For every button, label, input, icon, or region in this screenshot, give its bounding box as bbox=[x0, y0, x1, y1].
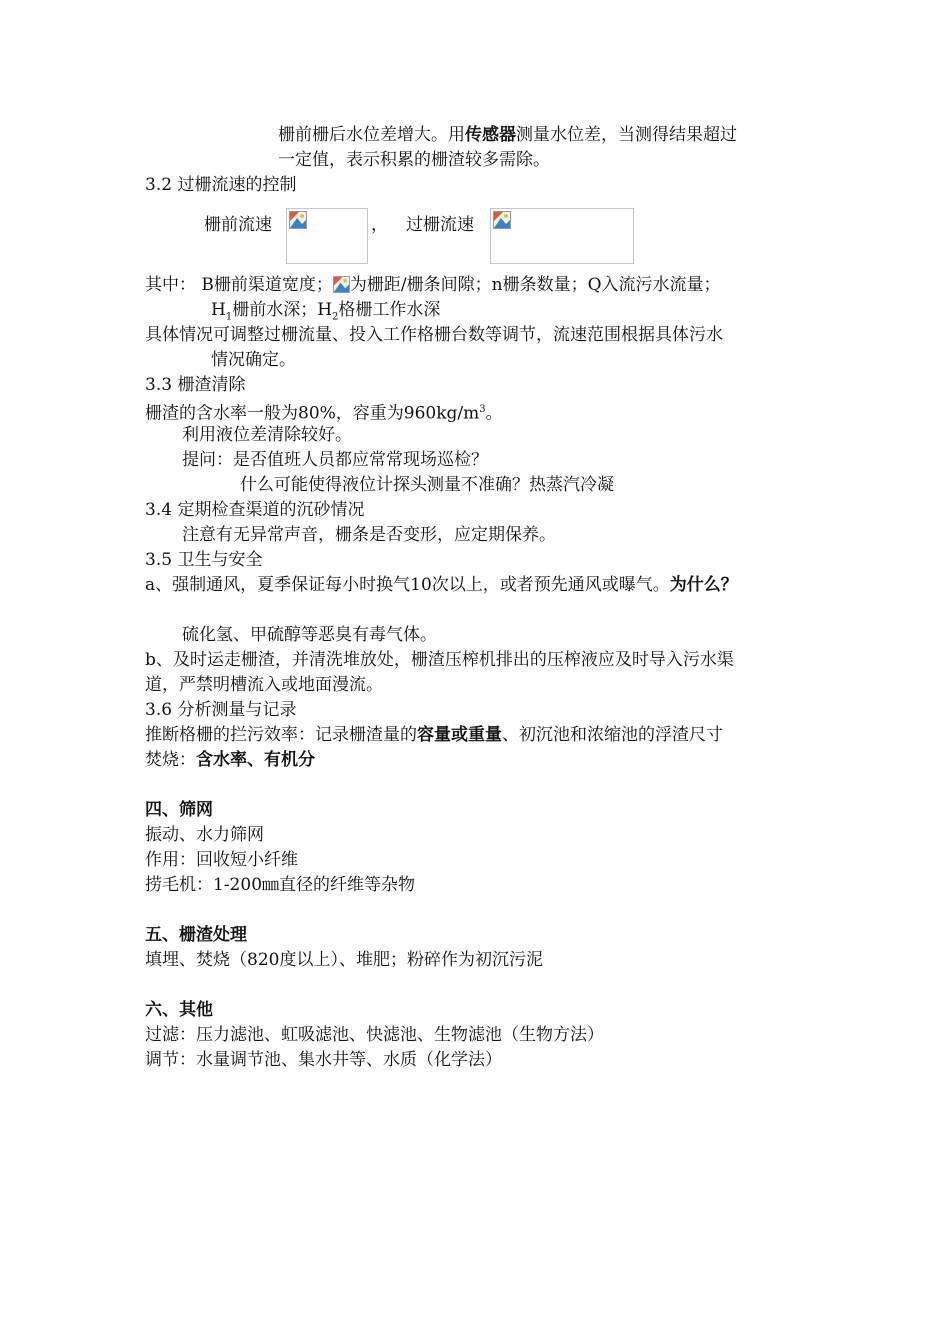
text: a、强制通风，夏季保证每小时换气10次以上，或者预先通风或曝气。 bbox=[145, 575, 670, 595]
text: 为栅距/栅条间隙；n栅条数量；Q入流污水流量； bbox=[349, 275, 721, 295]
text: 其中： B栅前渠道宽度； bbox=[145, 275, 333, 295]
sensor-paragraph-line-2: 一定值，表示积累的栅渣较多需除。 bbox=[278, 150, 550, 170]
paragraph: 具体情况可调整过栅流量、投入工作格栅台数等调节，流速范围根据具体污水 bbox=[145, 325, 723, 345]
paragraph: 振动、水力筛网 bbox=[145, 825, 264, 845]
paragraph: 道，严禁明槽流入或地面漫流。 bbox=[145, 675, 383, 695]
text: 焚烧： bbox=[145, 750, 196, 770]
paragraph: 调节：水量调节池、集水井等、水质（化学法） bbox=[145, 1050, 502, 1070]
bold-text: 含水率、有机分 bbox=[196, 750, 315, 770]
paragraph: 过滤：压力滤池、虹吸滤池、快滤池、生物滤池（生物方法） bbox=[145, 1025, 604, 1045]
question-line: 什么可能使得液位计探头测量不准确？热蒸汽冷凝 bbox=[240, 475, 614, 495]
paragraph: 利用液位差清除较好。 bbox=[182, 425, 352, 445]
section-heading-3-2: 3.2 过栅流速的控制 bbox=[145, 175, 297, 195]
section-heading-3-5: 3.5 卫生与安全 bbox=[145, 550, 263, 570]
paragraph bbox=[145, 724, 723, 746]
section-heading-6 bbox=[145, 999, 213, 1021]
formula-separator: ， bbox=[371, 215, 388, 235]
subscript: 2 bbox=[332, 311, 339, 323]
paragraph: 填埋、焚烧（820度以上）、堆肥；粉碎作为初沉污泥 bbox=[145, 950, 543, 970]
bold-text: 五、栅渣处理 bbox=[145, 925, 247, 945]
text: 推断格栅的拦污效率：记录栅渣量的 bbox=[145, 725, 417, 745]
section-heading-5 bbox=[145, 924, 247, 946]
paragraph: 作用：回收短小纤维 bbox=[145, 850, 298, 870]
section-heading-3-4: 3.4 定期检查渠道的沉砂情况 bbox=[145, 500, 365, 520]
paragraph bbox=[145, 574, 738, 596]
bold-text: 容量或重量 bbox=[417, 725, 502, 745]
text: H bbox=[317, 300, 333, 320]
text: 测量水位差，当测得结果超过 bbox=[516, 125, 737, 145]
paragraph bbox=[145, 749, 315, 771]
bold-text: 四、筛网 bbox=[145, 800, 213, 820]
text: 栅渣的含水率一般为80%，容重为960kg/m bbox=[145, 403, 480, 424]
text: 栅前栅后水位差增大。用 bbox=[278, 125, 465, 145]
text: 。 bbox=[485, 403, 503, 424]
paragraph bbox=[145, 399, 503, 425]
paragraph: 注意有无异常声音，栅条是否变形，应定期保养。 bbox=[182, 525, 556, 545]
paragraph: b、及时运走栅渣，并清洗堆放处，栅渣压榨机排出的压榨液应及时导入污水渠 bbox=[145, 650, 734, 670]
section-heading-4 bbox=[145, 799, 213, 821]
text: H bbox=[211, 300, 226, 320]
text: 格栅工作水深 bbox=[338, 300, 441, 320]
superscript: 3 bbox=[479, 404, 486, 415]
bold-text: 六、其他 bbox=[145, 1000, 213, 1020]
text: 栅前水深； bbox=[232, 300, 318, 320]
broken-image-icon bbox=[493, 211, 511, 229]
question-line: 提问：是否值班人员都应常常现场巡检？ bbox=[182, 450, 488, 470]
variable-definition-line-1 bbox=[145, 274, 721, 296]
broken-image-icon bbox=[333, 276, 350, 293]
broken-image-icon bbox=[289, 211, 307, 229]
formula-image-placeholder bbox=[490, 208, 634, 264]
text: 、初沉池和浓缩池的浮渣尺寸 bbox=[502, 725, 723, 745]
formula-label-screen-velocity: 过栅流速 bbox=[406, 215, 474, 235]
bold-text: 为什么？ bbox=[669, 575, 738, 595]
paragraph: 硫化氢、甲硫醇等恶臭有毒气体。 bbox=[182, 625, 437, 645]
section-heading-3-3: 3.3 栅渣清除 bbox=[145, 375, 246, 395]
formula-label-upstream-velocity: 栅前流速 bbox=[204, 215, 272, 235]
paragraph: 捞毛机：1-200㎜直径的纤维等杂物 bbox=[145, 875, 416, 895]
subscript: 1 bbox=[225, 311, 233, 323]
paragraph: 情况确定。 bbox=[211, 350, 296, 370]
bold-text: 传感器 bbox=[465, 125, 516, 145]
section-heading-3-6: 3.6 分析测量与记录 bbox=[145, 700, 297, 720]
sensor-paragraph-line-1 bbox=[278, 124, 737, 146]
